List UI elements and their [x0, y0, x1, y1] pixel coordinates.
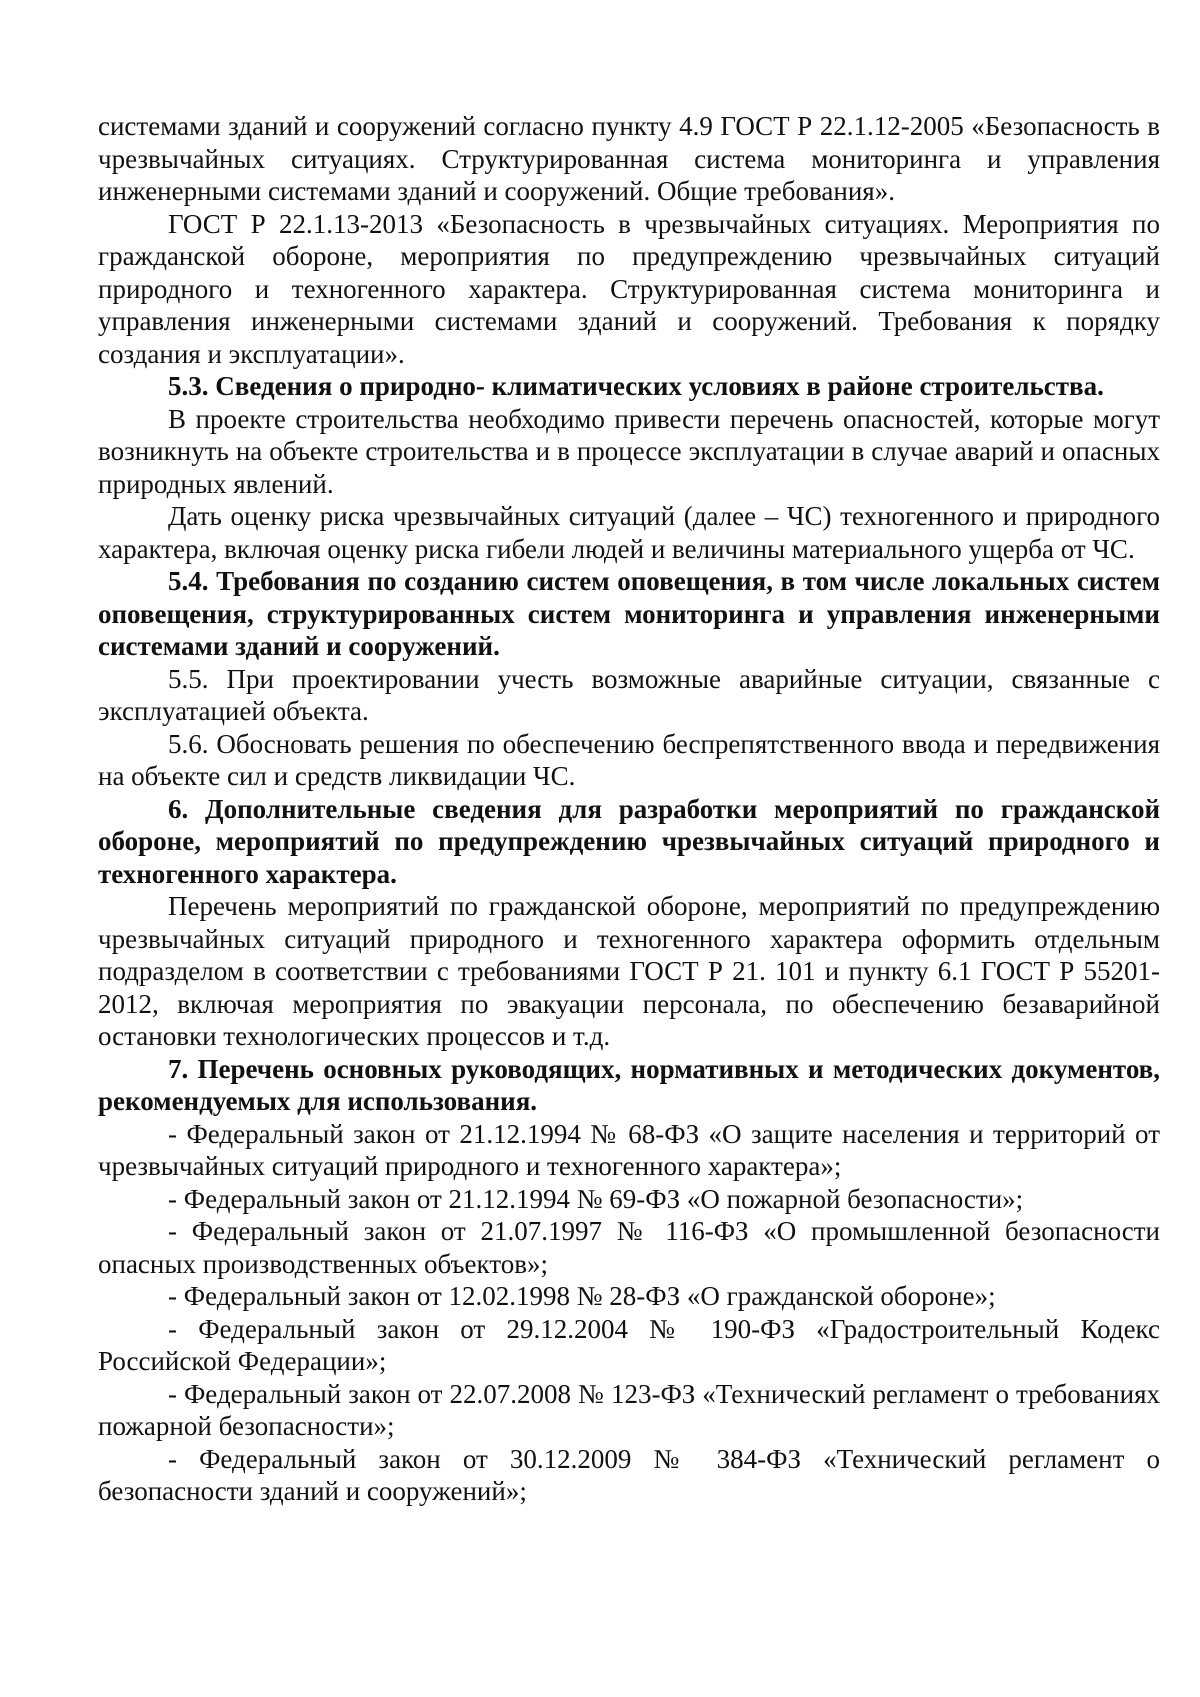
heading-section-7: 7. Перечень основных руководящих, нормативных и методических документов, рекомендуемых для использования. [98, 1053, 1160, 1116]
paragraph-section-6: Перечень мероприятий по гражданской обороне, мероприятий по предупреждению чрезвычайных ситуаций природного и техногенного характера оформить отдельным подразделом в соответствии с требованиями ГОСТ Р 21. 101 и пункту 6.1 ГОСТ Р 55201-2012, включая мероприятия по эвакуации персонала, по обеспечению безаварийной остановки технологических процессов и т.д. [98, 891, 1160, 1051]
paragraph-hazards-list: В проекте строительства необходимо привести перечень опасностей, которые могут возникнуть на объекте строительства и в процессе эксплуатации в случае аварий и опасных природных явлений. [98, 403, 1160, 499]
list-item-law-69-fz: - Федеральный закон от 21.12.1994 № 69-ФЗ «О пожарной безопасности»; [168, 1183, 1024, 1214]
heading-section-5-4: 5.4. Требования по созданию систем оповещения, в том числе локальных систем оповещения, структурированных систем мониторинга и управления инженерными системами зданий и сооружений. [98, 566, 1160, 661]
list-item-law-68-fz: - Федеральный закон от 21.12.1994 № 68-ФЗ «О защите населения и территорий от чрезвычайных ситуаций природного и техногенного характера»; [98, 1118, 1160, 1181]
list-item-law-28-fz: - Федеральный закон от 12.02.1998 № 28-ФЗ «О гражданской обороне»; [168, 1281, 996, 1311]
list-item-law-116-fz: - Федеральный закон от 21.07.1997 № 116-ФЗ «О промышленной безопасности опасных производственных объектов»; [98, 1216, 1160, 1279]
paragraph-section-5-6: 5.6. Обосновать решения по обеспечению беспрепятственного ввода и передвижения на объекте сил и средств ликвидации ЧС. [98, 728, 1160, 791]
paragraph-section-5-5: 5.5. При проектировании учесть возможные аварийные ситуации, связанные с эксплуатацией объекта. [98, 663, 1160, 726]
paragraph-gost-22-1-12: системами зданий и сооружений согласно пункту 4.9 ГОСТ Р 22.1.12-2005 «Безопасность в чрезвычайных ситуациях. Структурированная система мониторинга и управления инженерными системами зданий и сооружений. Общие требования». [98, 111, 1160, 206]
heading-section-6: 6. Дополнительные сведения для разработки мероприятий по гражданской обороне, мероприятий по предупреждению чрезвычайных ситуаций природного и техногенного характера. [98, 793, 1160, 889]
list-item-law-123-fz: - Федеральный закон от 22.07.2008 № 123-ФЗ «Технический регламент о требованиях пожарной безопасности»; [98, 1378, 1160, 1441]
paragraph-gost-22-1-13: ГОСТ Р 22.1.13-2013 «Безопасность в чрезвычайных ситуациях. Мероприятия по гражданской обороне, мероприятия по предупреждению чрезвычайных ситуаций природного и техногенного характера. Структурированная система мониторинга и управления инженерными системами зданий и сооружений. Требования к порядку создания и эксплуатации». [98, 208, 1160, 369]
list-item-law-384-fz: - Федеральный закон от 30.12.2009 № 384-ФЗ «Технический регламент о безопасности зданий и сооружений»; [98, 1443, 1160, 1506]
heading-section-5-3: 5.3. Сведения о природно- климатических условиях в районе строительства. [168, 371, 1104, 401]
list-item-law-190-fz: - Федеральный закон от 29.12.2004 № 190-ФЗ «Градостроительный Кодекс Российской Федерации»; [98, 1313, 1160, 1376]
paragraph-risk-assessment: Дать оценку риска чрезвычайных ситуаций (далее – ЧС) техногенного и природного характера, включая оценку риска гибели людей и величины материального ущерба от ЧС. [98, 501, 1160, 564]
